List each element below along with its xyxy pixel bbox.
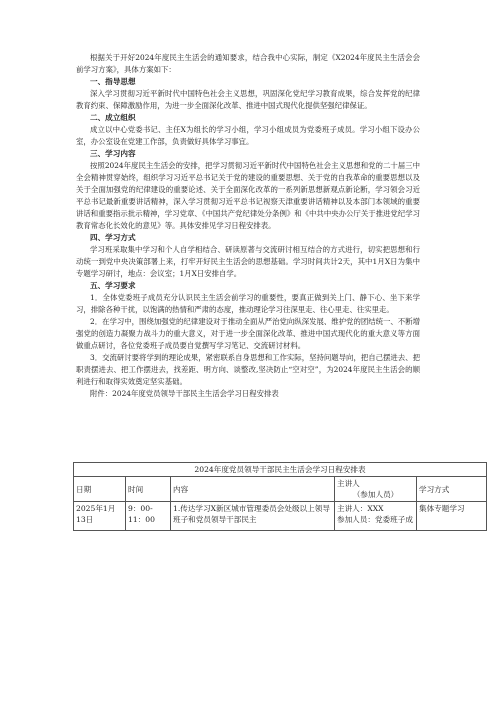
cell-content [171, 502, 335, 531]
header-time: 时间 [126, 477, 171, 502]
cell-time [126, 502, 171, 531]
section-heading-organization: 二、成立组织 [90, 113, 136, 122]
requirement-item-2: 2．在学习中，围绕加强党的纪律建设对于推动全面从严治党向纵深发展、维护党的团结统一、不断增强党的创造力凝聚力战斗力的重大意义，对于进一步全面深化改革、推进中国式现代化的重大意义等方面做重点研讨，各位党委班子成员要自觉撰写学习笔记、交流研讨材料。 [76, 317, 420, 350]
cell-date [74, 502, 126, 531]
section-paragraph: 按照2024年度民主生活会的安排，把学习贯彻习近平新时代中国特色社会主义思想和党的二十届三中全会精神贯穿始终，组织学习习近平总书记关于党的建设的重要思想、关于党的自我革命的重要思想以及关于全面加强党的纪律建设的重要论述、关于全面深化改革的一系列新思想新观点新论断，学习领会习近平总书记最新重要讲话精神，深入学习贯彻习近平总书记视察天津重要讲话精神以及本部门本领域的重要讲话和重要指示批示精神，学习党章、《中国共产党纪律处分条例》和《中共中央办公厅关于推进党纪学习教育常态化长效化的意见》等。具体安排见学习日程安排表。 [76, 161, 420, 230]
header-content: 内容 [171, 477, 335, 502]
cell-participants-text: 参加人员：党委班子成 [337, 515, 413, 524]
header-speaker [335, 477, 417, 502]
table-row [74, 502, 487, 531]
header-participants-label: （参加人员） [352, 490, 399, 499]
section-paragraph: 成立以中心党委书记、主任X为组长的学习小组，学习小组成员为党委班子成员。学习小组下设办公室，办公室设在党建工作部，负责做好具体学习事宜。 [76, 125, 420, 146]
cell-date-text: 2025年1月13日 [76, 504, 116, 524]
header-date: 日期 [74, 477, 126, 502]
requirement-item-1: 1．全体党委班子成员充分认识民主生活会前学习的重要性，要真正做到关上门、静下心、坐下来学习，排除各种干扰，以饱满的热情和严肃的态度，推动理论学习往深里走、往心里走、往实里走。 [76, 293, 420, 314]
cell-time-text: 9：00-11：00 [128, 504, 155, 524]
header-speaker-label: 主讲人 [337, 479, 360, 488]
cell-speaker-text: 主讲人：XXX [337, 504, 384, 513]
section-heading-guiding-thought: 一、指导思想 [90, 77, 136, 86]
section-paragraph: 学习班采取集中学习和个人自学相结合、研读原著与交流研讨相互结合的方式进行，切实把思想和行动统一到党中央决策部署上来，打牢开好民主生活会的思想基础。学习时间共计2天，其中1月X日为集中专题学习研讨，地点：会议室；1月X日安排自学。 [76, 245, 420, 278]
cell-speaker [335, 502, 417, 531]
cell-content-text: 1.传达学习X新区城市管理委员会处级以上领导班子和党员领导干部民主 [173, 504, 330, 524]
document-body [76, 52, 420, 400]
section-heading-content: 三、学习内容 [90, 149, 136, 158]
table-caption: 2024年度党员领导干部民主生活会学习日程安排表 [74, 463, 487, 477]
schedule-table [73, 462, 487, 531]
section-heading-requirements: 五、学习要求 [90, 281, 136, 290]
section-heading-method: 四、学习方式 [90, 233, 136, 242]
intro-paragraph: 根据关于开好2024年度民主生活会的通知要求，结合我中心实际，制定《X2024年度民主生活会会前学习方案》，具体方案如下： [76, 53, 420, 74]
cell-method [417, 502, 487, 531]
section-paragraph: 深入学习贯彻习近平新时代中国特色社会主义思想，巩固深化党纪学习教育成果，综合发挥党的纪律教育约束、保障激励作用，为进一步全面深化改革、推进中国式现代化提供坚强纪律保证。 [76, 89, 420, 110]
header-method: 学习方式 [417, 477, 487, 502]
requirement-item-3: 3．交流研讨要将学到的理论成果，紧密联系自身思想和工作实际，坚持问题导向，把自己摆进去、把职责摆进去、把工作摆进去，找差距、明方向、谈整改,坚决防止“空对空”，为2024年度民主生活会的顺利进行和取得实效奠定坚实基础。 [76, 353, 420, 386]
cell-method-text: 集体专题学习 [419, 504, 465, 513]
table-header-row [74, 477, 487, 502]
attachment-note: 附件：2024年度党员领导干部民主生活会学习日程安排表 [90, 389, 279, 398]
